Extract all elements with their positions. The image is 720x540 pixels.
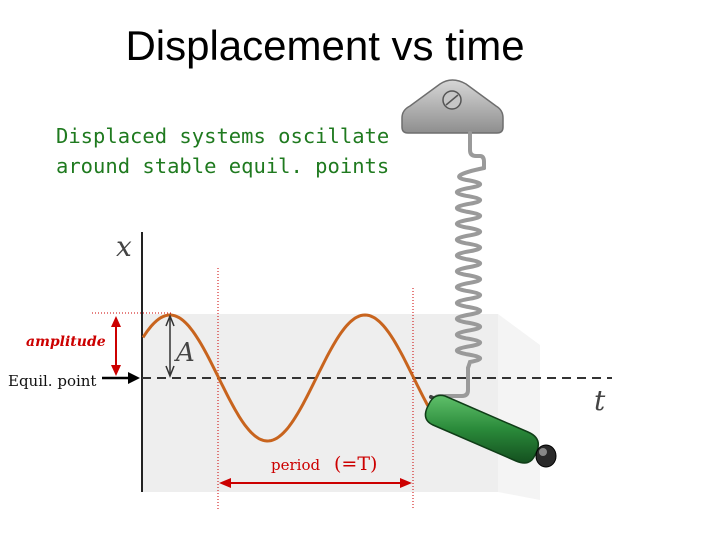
amplitude-symbol: A xyxy=(176,338,195,368)
horizontal-axis-label: t xyxy=(594,384,606,417)
plot-background-side xyxy=(498,314,540,500)
amplitude-red-arrow-head-up xyxy=(111,316,121,327)
subtitle-line-1: Displaced systems oscillate xyxy=(56,124,390,148)
subtitle-line-2: around stable equil. points xyxy=(56,154,390,178)
ceiling-mount xyxy=(402,80,503,133)
amplitude-red-arrow-head-down xyxy=(111,365,121,376)
period-label: period xyxy=(271,456,321,474)
slide-title: Displacement vs time xyxy=(125,22,525,69)
equilibrium-label: Equil. point xyxy=(8,372,97,390)
spring-hook xyxy=(470,133,484,168)
equilibrium-arrow-head xyxy=(128,372,140,384)
period-symbol: (=T) xyxy=(334,453,378,475)
vertical-axis-label: x xyxy=(116,230,132,263)
amplitude-label: amplitude xyxy=(26,334,106,350)
